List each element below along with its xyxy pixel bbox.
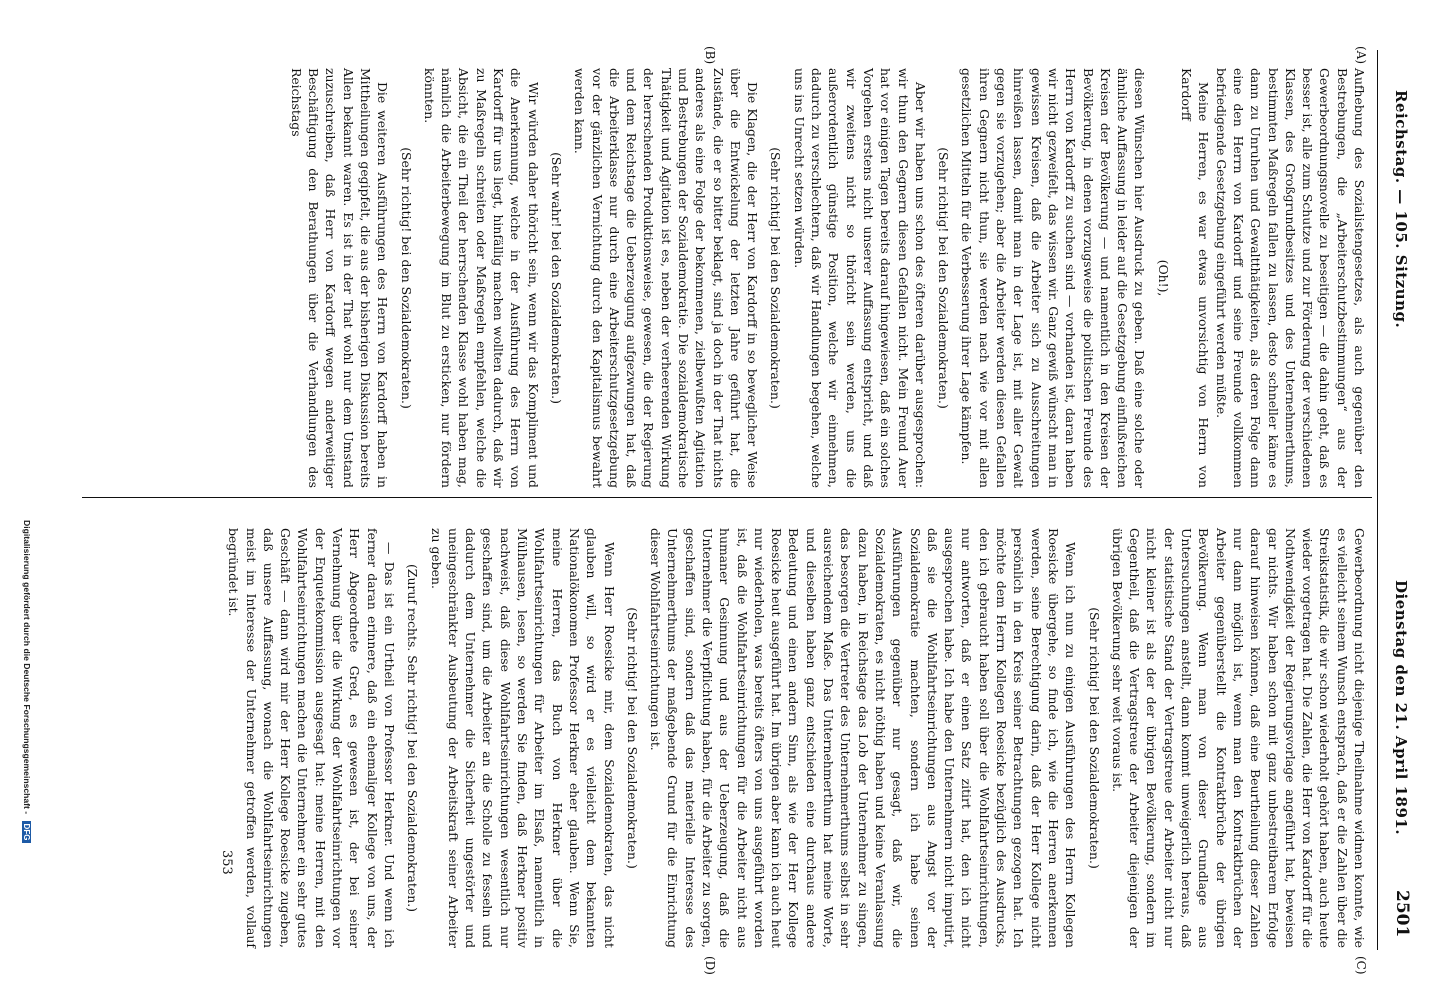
margin-mark-c: (C) bbox=[1354, 956, 1368, 975]
paragraph: diesen Wünschen hier Ausdruck zu geben. Daß eine solche oder ähnliche Auffassung in leider auf die Gesetzgebung einflußreichen Kreisen der Bevölkerung — und namentlich in den Kreisen der Bevölkerung, in denen vorzugsweise die politischen Freunde des Herrn von Kardorff zu suchen sind — vorhanden ist, daran haben wir nicht gezweifelt, das wissen wir. Ganz gewiß wünscht man in gewissen Kreisen, daß die Arbeiter sich zu Ausschreitungen hinreißen lassen, damit man in der Lage ist, mit aller Gewalt gegen sie vorzugehen; aber die Arbeiter werden diesen Gefallen ihren Gegnern nicht thun, sie werden nach wie vor mit allen gesetzlichen Mitteln für die Verbesserung ihrer Lage kämpfen. bbox=[959, 68, 1148, 488]
left-column bbox=[287, 68, 1368, 488]
paragraph: Wir würden daher thöricht sein, wenn wir das Kompliment und die Anerkennung, welche in der Ausführung des Herrn von Kardorff für uns liegt, hinfällig machen wollten dadurch, daß wir zu Maßregeln schreiten oder Maßregeln empfehlen, welche die Absicht, die ein Theil der herrschenden Klasse wohl haben mag, nämlich die Arbeiterbewegung im Blut zu ersticken, nur fördern könnten. bbox=[421, 68, 541, 488]
paragraph: Die weiteren Ausführungen des Herrn von Kardorff haben in Mittheilungen gegipfelt, die aus der bisherigen Diskussion bereits Allen bekannt waren. Es ist in der That wohl nur dem Umstand zuzuschreiben, daß Herr von Kardorff wegen anderweitiger Beschäftigung den Berathungen über die Verhandlungen des Reichstags bbox=[288, 68, 391, 488]
digitization-credit bbox=[22, 520, 32, 843]
header-rule bbox=[1377, 50, 1378, 950]
paragraph: Meine Herren, es war etwas unvorsichtig von Herrn von Kardorff bbox=[1179, 68, 1212, 488]
folio-number: 353 bbox=[219, 850, 234, 875]
margin-mark-b: (B) bbox=[703, 46, 717, 65]
page-number: 2501 bbox=[1392, 890, 1412, 938]
paragraph: Aber wir haben uns schon des öfteren darüber ausgesprochen: wir thun den Gegnern diesen Gefallen nicht. Mein Freund Auer hat vor einigen Tagen bereits darauf hingewiesen, daß ein solches Vorgehen erstens nicht unserer Auffassung entspricht, und daß wir zweitens nicht so thöricht sein werden, uns die außerordentlich günstige Position, welche wir einnehmen, dadurch zu verschlechtern, daß wir Handlungen begehen, welche uns ins Unrecht setzen würden. bbox=[791, 68, 928, 488]
column-divider bbox=[82, 497, 1372, 498]
dfg-logo: DFG bbox=[22, 821, 31, 844]
margin-mark-a: (A) bbox=[1354, 46, 1368, 65]
paragraph: Die Klagen, die der Herr von Kardorff in so beweglicher Weise über die Entwickelung der letzten Jahre geführt hat, die Zustände, die er so bitter beklagt, sind ja doch in der That nichts anderes als eine Folge der bekommenen, zielbewußten Agitation und Bestrebungen der Sozialdemokratie. Die sozialdemokratische Thätigkeit und Agitation ist es, neben der verheerenden Wirkung der herrschenden Produktionsweise, gewesen, die der Regierung und dem Reichstage die Ueberzeugung aufgezwungen hat, daß die Arbeiterklasse nur durch eine Arbeiterschutzgesetzgebung vor der gänzlichen Vernichtung durch den Kapitalismus bewahrt werden kann. bbox=[572, 68, 761, 488]
running-head-left: Reichstag. — 105. Sitzung. bbox=[1392, 90, 1410, 329]
paragraph: Wenn ich nun zu einigen Ausführungen des Herrn Kollegen Roesicke übergehe, so finde ich, wie die Herren anerkennen werden, seine Berechtigung darin, daß der Herr Kollege nicht persönlich in den Kreis seiner Betrachtungen gezogen hat. Ich möchte dem Herrn Kollegen Roesicke bezüglich des Ausdrucks, den ich gebraucht haben soll über die Wohlfahrtseinrichtungen, nur antworten, daß er einen Satz zitirt hat, den ich nicht ausgesprochen habe. Ich habe den Unternehmern nicht imputirt, daß sie die Wohlfahrtseinrichtungen aus Angst vor der Sozialdemokratie machten, sondern ich habe seinen Ausführungen gegenüber nur gesagt, daß wir, die Sozialdemokraten, es nicht nöthig haben und keine Veranlassung dazu haben, in Reichstage das Lob der Unternehmer zu singen, das besorgen die Vertreter des Unternehmerthums selbst in sehr ausreichendem Maße. Das Unternehmerthum hat meine Worte, und dieselben haben ganz entschieden eine durchaus andere Bedeutung und einen andern Sinn, als wie der Herr Kollege Roesicke heut ausgeführt hat. Im übrigen aber kann ich auch heut nur wiederholen, was bereits öfters von uns ausgeführt worden ist, daß die Wohlfahrtseinrichtungen für die Arbeiter nicht aus humaner Gesinnung und aus der Ueberzeugung, daß die Unternehmer die Verpflichtung haben, für die Arbeiter zu sorgen, geschaffen sind, sondern daß das materielle Interesse des Unternehmerthums der maßgebende Grund für die Einrichtung dieser Wohlfahrtseinrichtungen ist. bbox=[648, 528, 1079, 948]
paragraph: — Das ist ein Urtheil von Professor Herkner. Und wenn ich ferner daran erinnere, daß ein ehemaliger Kollege von uns, der Herr Abgeordnete Gred, es gewesen ist, der bei seiner Vernehmung über die Wirkung der Wohlfahrtseinrichtungen vor der Enquetekommission ausgesagt hat: meine Herren, mit den Wohlfahrtseinrichtungen machen die Unternehmer ein sehr gutes Geschäft — dann wird mir der Herr Kollege Roesicke zugeben, daß unsere Auffassung, wonach die Wohlfahrtseinrichtungen meist im Interesse der Unternehmer getroffen werden, vollauf begründet ist. bbox=[226, 528, 397, 948]
digitization-credit-text: Digitalisierung gefördert durch die Deutsche Forschungsgemeinschaft - bbox=[22, 520, 32, 815]
running-head-right: Dienstag den 21. April 1891. bbox=[1392, 580, 1410, 836]
paragraph: Wenn Herr Roesicke mir, dem Sozialdemokraten, das nicht glauben will, so wird er es vielleicht dem bekannten Nationalökonomen Professor Herkner eher glauben. Wenn Sie, meine Herren, das Buch von Herkner über die Wohlfahrtseinrichtungen für Arbeiter im Elsaß, namentlich in Mülhausen, lesen, so werden Sie finden, daß Herkner positiv nachweist, daß diese Wohlfahrtseinrichtungen wesentlich nur geschaffen sind, um die Arbeiter an die Scholle zu fesseln und dadurch dem Unternehmer die Sicherheit ungestörter und uneingeschränkter Ausbeutung der Arbeitskraft seiner Arbeiter zu geben. bbox=[428, 528, 617, 948]
interjection: (Sehr richtig! bei den Sozialdemokraten.) bbox=[624, 607, 640, 869]
interjection: (Sehr wahr! bei den Sozialdemokraten.) bbox=[548, 152, 564, 404]
interjection: (Sehr richtig! bei den Sozialdemokraten.) bbox=[1086, 607, 1102, 869]
paragraph: Gewerbeordnung nicht diejenige Theilnahme widmen konnte, wie es vielleicht seinem Wunsch entsprach, daß er die Zahlen über die Streikstatistik, die wir schon wiederholt gehört haben, auch heute wieder vorgetragen hat. Die Zahlen, die Herr von Kardorff für die Nothwendigkeit der Regierungsvorlage angeführt hat, beweisen gar nichts. Wir haben schon mit ganz unbestreitbarem Erfolge darauf hinweisen können, daß eine Beurtheilung dieser Zahlen nur dann möglich ist, wenn man den Kontraktbrüchen der Arbeiter gegenüberstellt die Kontraktbrüche der übrigen Bevölkerung. Wenn man von dieser Grundlage aus Untersuchungen anstellt, dann kommt unweigerlich heraus, daß der statistische Stand der Vertragstreue der Arbeiter nicht nur nicht kleiner ist als der der übrigen Bevölkerung, sondern im Gegentheil, daß die Vertragstreue der Arbeiter diejenigen der übrigen Bevölkerung sehr weit voraus ist. bbox=[1109, 528, 1367, 948]
interjection: (Oh!), bbox=[1155, 259, 1171, 297]
interjection: (Sehr richtig! bei den Sozialdemokraten.) bbox=[398, 147, 414, 409]
interjection: (Sehr richtig! bei den Sozialdemokraten.) bbox=[768, 147, 784, 409]
paragraph: Aufhebung des Sozialistengesetzes, als auch gegenüber den Bestrebungen, die „Arbeiterschutzbestimmungen“ aus der Gewerbeordnungsnovelle zu beseitigen — die dahin geht, daß es besser ist, alle zum Schutze und zur Förderung der verschiedenen Klassen, des Großgrundbesitzes und des Unternehmerthums, bestimmten Maßregeln fallen zu lassen, desto schneller käme es dann zu Unruhen und Gewaltthätigkeiten, als deren Folge dann eine den Herrn von Kardorff und seine Freunde vollkommen befriedigende Gesetzgebung eingeführt werden müßte. bbox=[1213, 68, 1367, 488]
interjection: (Zuruf rechts. Sehr richtig! bei den Sozialdemokraten.) bbox=[405, 564, 421, 912]
right-column bbox=[225, 528, 1368, 948]
interjection: (Sehr richtig! bei den Sozialdemokraten.) bbox=[936, 147, 952, 409]
margin-mark-d: (D) bbox=[703, 956, 717, 975]
